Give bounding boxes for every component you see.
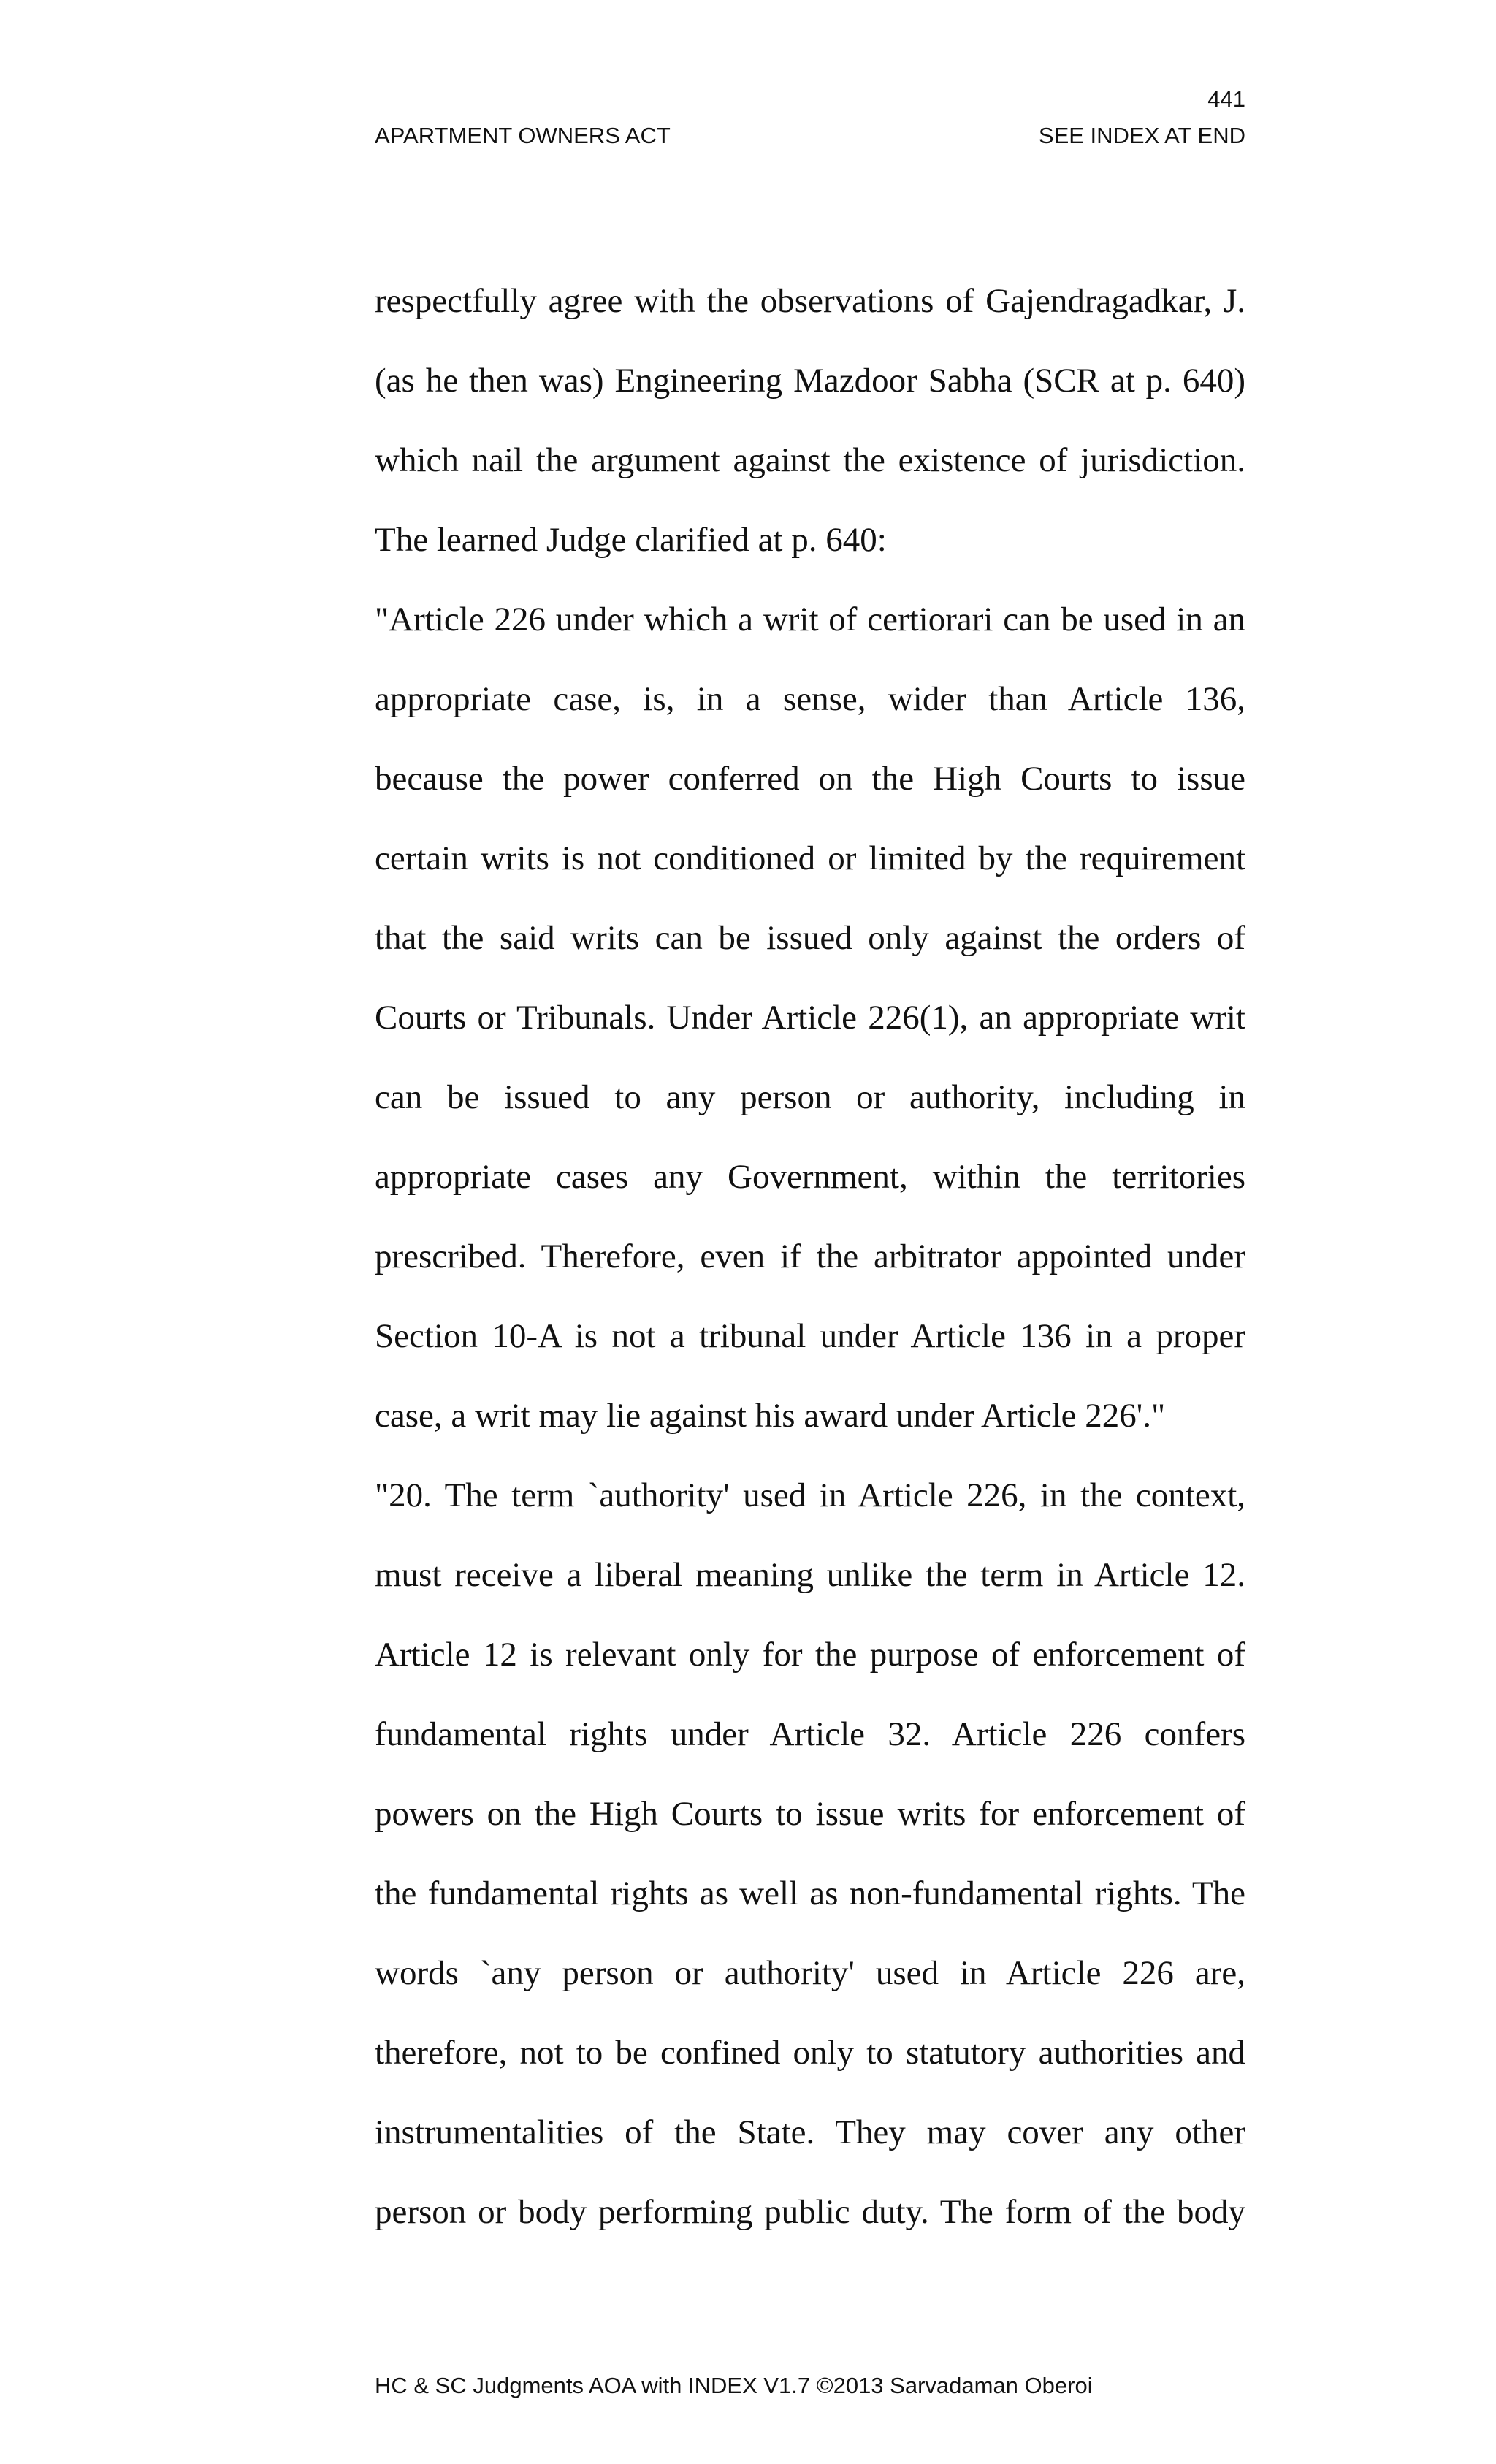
text-line: Section 10-A is not a tribunal under Article 136 in a proper bbox=[375, 1317, 1245, 1355]
text-line: fundamental rights under Article 32. Article 226 confers bbox=[375, 1715, 1245, 1753]
text-line: must receive a liberal meaning unlike the term in Article 12. bbox=[375, 1556, 1245, 1594]
text-line: Courts or Tribunals. Under Article 226(1), an appropriate writ bbox=[375, 999, 1245, 1037]
text-line: the fundamental rights as well as non-fundamental rights. The bbox=[375, 1874, 1245, 1912]
text-line: which nail the argument against the existence of jurisdiction. bbox=[375, 441, 1245, 479]
text-line: can be issued to any person or authority, including in bbox=[375, 1078, 1245, 1116]
text-line: The learned Judge clarified at p. 640: bbox=[375, 521, 887, 559]
text-line: "20. The term `authority' used in Article 226, in the context, bbox=[375, 1476, 1245, 1514]
text-line: "Article 226 under which a writ of certiorari can be used in an bbox=[375, 600, 1245, 638]
text-line: appropriate cases any Government, within the territories bbox=[375, 1158, 1245, 1196]
running-header bbox=[375, 123, 1245, 149]
text-line: respectfully agree with the observations of Gajendragadkar, J. bbox=[375, 282, 1245, 320]
header-title: APARTMENT OWNERS ACT bbox=[375, 123, 671, 148]
footer-copyright: HC & SC Judgments AOA with INDEX V1.7 ©2013 Sarvadaman Oberoi bbox=[375, 2373, 1093, 2398]
header-index-note: SEE INDEX AT END bbox=[1038, 123, 1245, 148]
text-line: Article 12 is relevant only for the purpose of enforcement of bbox=[375, 1636, 1245, 1674]
text-line: case, a writ may lie against his award under Article 226'." bbox=[375, 1397, 1166, 1435]
body-text bbox=[375, 262, 1245, 2252]
text-line: instrumentalities of the State. They may cover any other bbox=[375, 2113, 1245, 2151]
text-line: that the said writs can be issued only against the orders of bbox=[375, 919, 1245, 957]
text-line: (as he then was) Engineering Mazdoor Sabha (SCR at p. 640) bbox=[375, 362, 1245, 400]
text-line: appropriate case, is, in a sense, wider than Article 136, bbox=[375, 680, 1245, 718]
text-line: because the power conferred on the High Courts to issue bbox=[375, 760, 1245, 798]
text-line: person or body performing public duty. The form of the body bbox=[375, 2193, 1245, 2231]
text-line: therefore, not to be confined only to statutory authorities and bbox=[375, 2034, 1245, 2072]
page-number: 441 bbox=[1207, 86, 1245, 112]
text-line: powers on the High Courts to issue writs for enforcement of bbox=[375, 1795, 1245, 1833]
text-line: words `any person or authority' used in Article 226 are, bbox=[375, 1954, 1245, 1992]
text-line: prescribed. Therefore, even if the arbitrator appointed under bbox=[375, 1237, 1245, 1275]
text-line: certain writs is not conditioned or limited by the requirement bbox=[375, 839, 1245, 877]
